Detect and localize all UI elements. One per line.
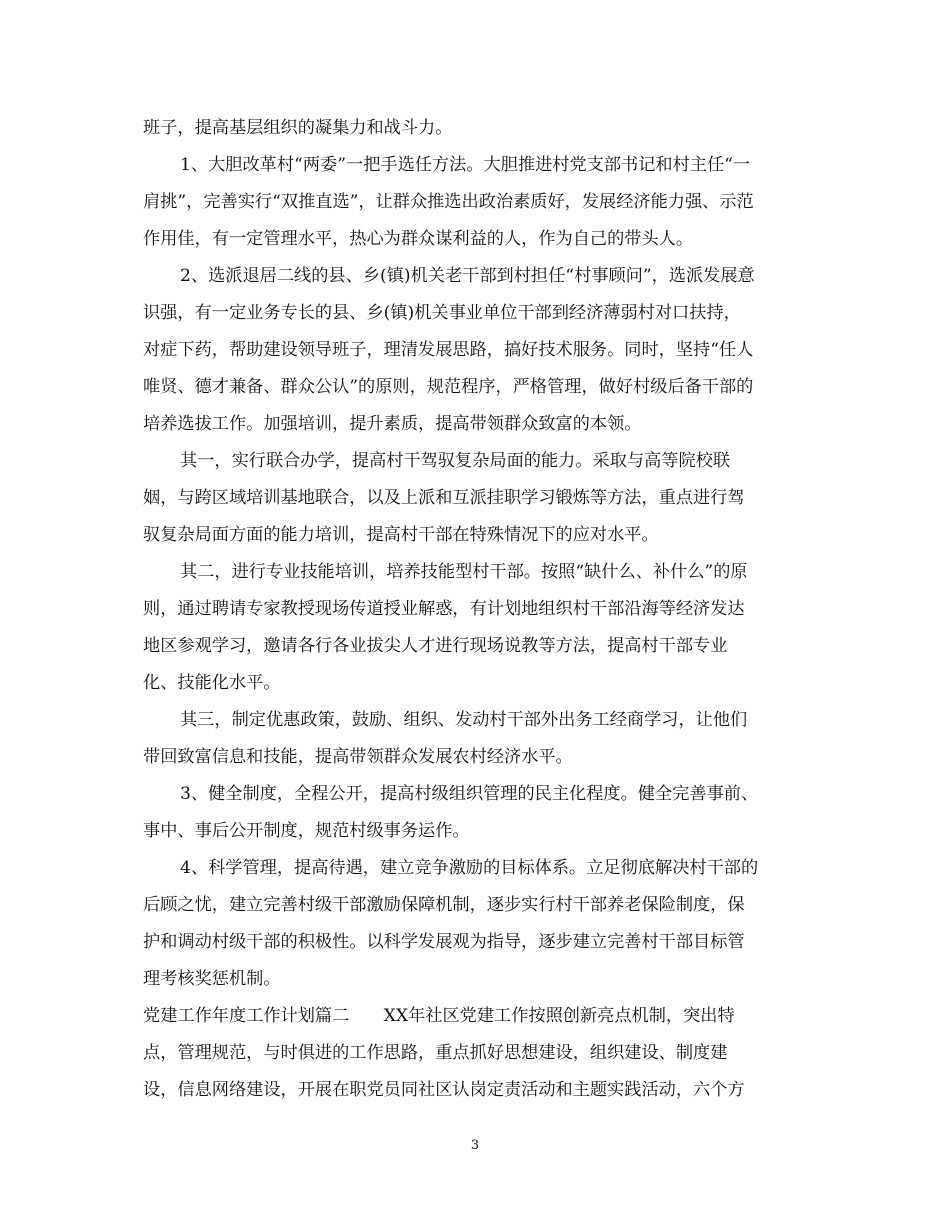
text-line: 姻，与跨区域培训基地联合，以及上派和互派挂职学习锻炼等方法，重点进行驾 xyxy=(143,488,745,508)
text-line: 党建工作年度工作计划篇二 XX年社区党建工作按照创新亮点机制，突出特 xyxy=(143,1006,735,1026)
text-line: 护和调动村级干部的积极性。以科学发展观为指导，逐步建立完善村干部目标管 xyxy=(143,932,745,952)
text-line: 理考核奖惩机制。 xyxy=(143,969,281,989)
text-line: 2、选派退居二线的县、乡(镇)机关老干部到村担任“村事顾问”，选派发展意 xyxy=(180,266,755,286)
text-line: 3、健全制度，全程公开，提高村级组织管理的民主化程度。健全完善事前、 xyxy=(180,784,759,804)
text-line: 其二，进行专业技能培训，培养技能型村干部。按照“缺什么、补什么”的原 xyxy=(180,562,748,582)
text-line: 带回致富信息和技能，提高带领群众发展农村经济水平。 xyxy=(143,747,573,767)
text-line: 1、大胆改革村“两委”一把手选任方法。大胆推进村党支部书记和村主任“一 xyxy=(180,155,751,175)
text-line: 化、技能化水平。 xyxy=(143,673,281,693)
text-line: 其一，实行联合办学，提高村干驾驭复杂局面的能力。采取与高等院校联 xyxy=(180,451,731,471)
text-line: 设，信息网络建设，开展在职党员同社区认岗定责活动和主题实践活动，六个方 xyxy=(143,1080,745,1100)
text-line: 则，通过聘请专家教授现场传道授业解惑，有计划地组织村干部沿海等经济发达 xyxy=(143,599,745,619)
text-line: 唯贤、德才兼备、群众公认”的原则，规范程序，严格管理，做好村级后备干部的 xyxy=(143,377,754,397)
text-line: 地区参观学习，邀请各行各业拔尖人才进行现场说教等方法，提高村干部专业 xyxy=(143,636,728,656)
text-line: 作用佳，有一定管理水平，热心为群众谋利益的人，作为自己的带头人。 xyxy=(143,229,694,249)
text-line: 培养选拔工作。加强培训，提升素质，提高带领群众致富的本领。 xyxy=(143,414,642,434)
text-line: 其三，制定优惠政策，鼓励、组织、发动村干部外出务工经商学习，让他们 xyxy=(180,710,748,730)
text-line: 4、科学管理，提高待遇，建立竞争激励的目标体系。立足彻底解决村干部的 xyxy=(180,858,759,878)
text-line: 肩挑”，完善实行“双推直选”，让群众推选出政治素质好，发展经济能力强、示范 xyxy=(143,192,754,212)
text-line: 事中、事后公开制度，规范村级事务运作。 xyxy=(143,821,470,841)
text-line: 点，管理规范，与时俱进的工作思路，重点抓好思想建设，组织建设、制度建 xyxy=(143,1043,728,1063)
page-number: 3 xyxy=(470,1138,480,1153)
text-line: 班子，提高基层组织的凝集力和战斗力。 xyxy=(143,118,453,138)
text-line: 识强，有一定业务专长的县、乡(镇)机关事业单位干部到经济薄弱村对口扶持， xyxy=(143,303,741,323)
text-line: 驭复杂局面方面的能力培训，提高村干部在特殊情况下的应对水平。 xyxy=(143,525,659,545)
text-line: 对症下药，帮助建设领导班子，理清发展思路，搞好技术服务。同时，坚持“任人 xyxy=(143,340,754,360)
text-line: 后顾之忧，建立完善村级干部激励保障机制，逐步实行村干部养老保险制度，保 xyxy=(143,895,745,915)
